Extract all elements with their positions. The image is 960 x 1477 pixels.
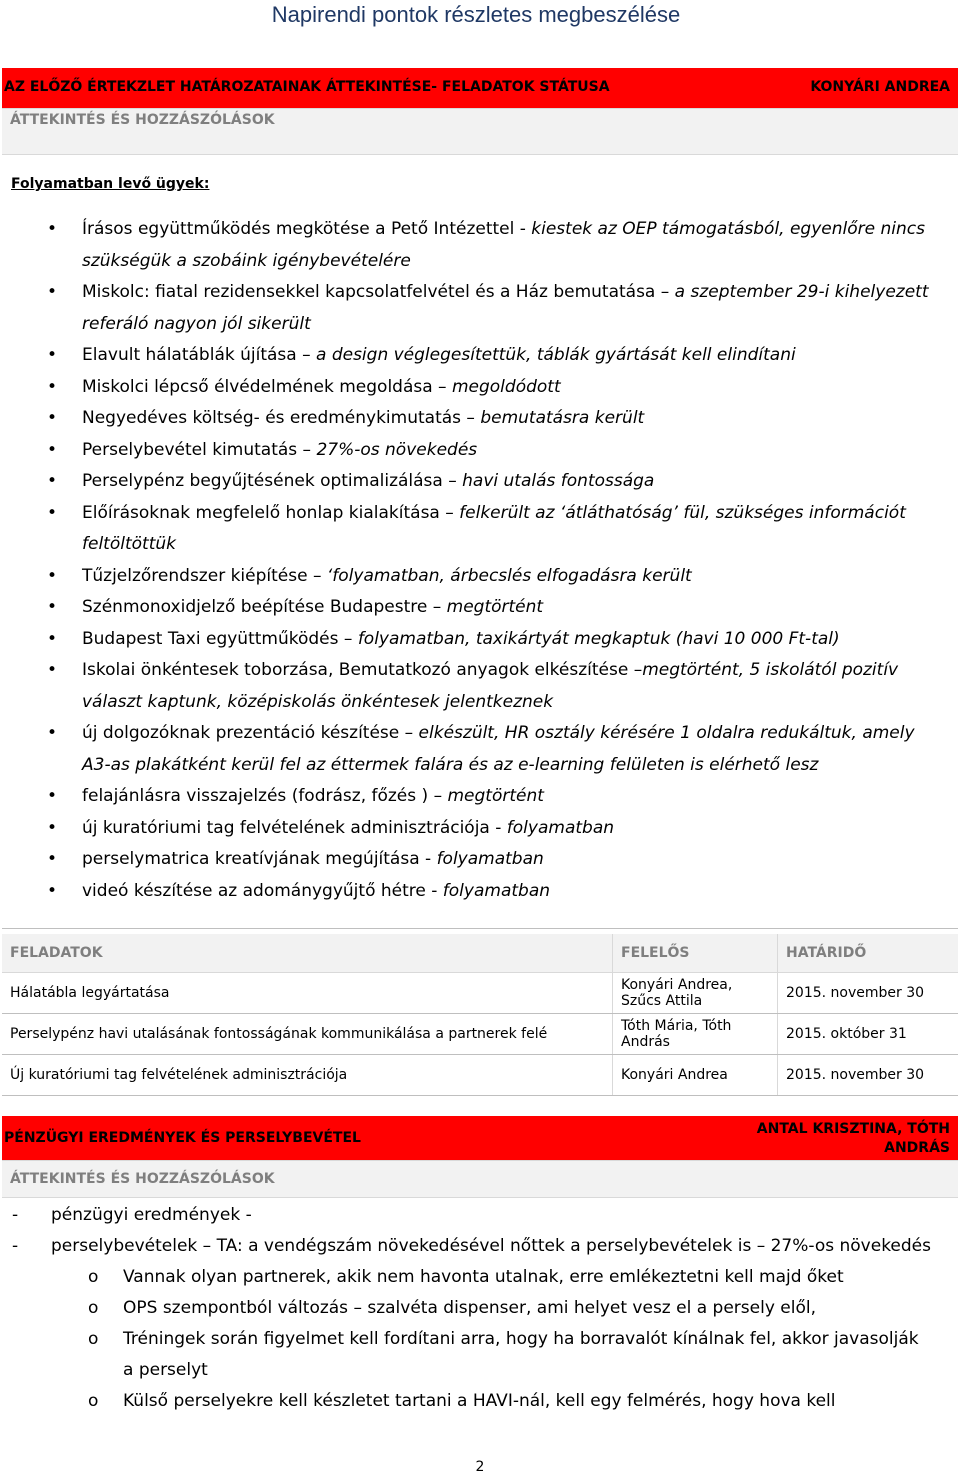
list-item: • Szénmonoxidjelző beépítése Budapestre – megtörtént: [0, 592, 960, 624]
sub-list-item: o OPS szempontból változás – szalvéta dispenser, ami helyet vesz el a persely elől,: [0, 1293, 960, 1324]
list-item: • Iskolai önkéntesek toborzása, Bemutatkozó anyagok elkészítése –megtörtént, 5 iskolától pozitív választ kaptunk, középiskolás önkéntesek jelentkeznek: [0, 655, 960, 718]
list-item: • Miskolci lépcső élvédelmének megoldása – megoldódott: [0, 372, 960, 404]
page-number: 2: [475, 1459, 485, 1475]
table-row: [2, 1055, 958, 1096]
section-subtitle: ÁTTEKINTÉS ÉS HOZZÁSZÓLÁSOK: [10, 1171, 275, 1187]
sub-list-item: o Vannak olyan partnerek, akik nem havonta utalnak, erre emlékeztetni kell majd őket: [0, 1262, 960, 1293]
table-row: [2, 973, 958, 1014]
list-item: • új dolgozóknak prezentáció készítése – elkészült, HR osztály kérésére 1 oldalra redukáltuk, amely A3-as plakátként kerül fel az éttermek falára és az e-learning felületen is elérhető lesz: [0, 718, 960, 781]
list-item: • Írásos együttműködés megkötése a Pető Intézettel - kiestek az OEP támogatásból, egyenlőre nincs szükségük a szobáink igénybevételére: [0, 214, 960, 277]
list-item: • perselymatrica kreatívjának megújítása - folyamatban: [0, 844, 960, 876]
sub-list-item: o Külső perselyekre kell készletet tartani a HAVI-nál, kell egy felmérés, hogy hova kell: [0, 1386, 960, 1417]
section-divider: [2, 928, 958, 929]
section-subheader: [2, 108, 958, 155]
owner-cell: Konyári Andrea, Szűcs Attila: [613, 973, 778, 1014]
column-header-deadline: HATÁRIDŐ: [778, 934, 959, 973]
in-progress-heading: Folyamatban levő ügyek:: [11, 176, 210, 192]
section-title: AZ ELŐZŐ ÉRTEKZLET HATÁROZATAINAK ÁTTEKINTÉSE- FELADATOK STÁTUSA: [4, 79, 610, 95]
list-item: • Negyedéves költség- és eredménykimutatás – bemutatásra került: [0, 403, 960, 435]
list-item: • Budapest Taxi együttműködés – folyamatban, taxikártyát megkaptuk (havi 10 000 Ft-tal): [0, 624, 960, 656]
list-item: • Perselypénz begyűjtésének optimalizálása – havi utalás fontossága: [0, 466, 960, 498]
list-item: • Elavult hálatáblák újítása – a design véglegesítettük, táblák gyártását kell elindítani: [0, 340, 960, 372]
deadline-cell: 2015. november 30: [778, 1055, 959, 1096]
table-header-row: [2, 934, 958, 973]
column-header-task: FELADATOK: [2, 934, 613, 973]
owner-cell: Konyári Andrea: [613, 1055, 778, 1096]
section-subheader: [2, 1160, 958, 1198]
financial-list: [0, 1200, 960, 1417]
sub-list-item: o Tréningek során figyelmet kell fordítani arra, hogy ha borravalót kínálnak fel, akkor javasolják a perselyt: [0, 1324, 960, 1386]
in-progress-list: [0, 214, 960, 907]
section-owner: KONYÁRI ANDREA: [810, 79, 950, 95]
task-cell: Új kuratóriumi tag felvételének adminisztrációja: [2, 1055, 613, 1096]
list-item: • új kuratóriumi tag felvételének adminisztrációja - folyamatban: [0, 813, 960, 845]
column-header-owner: FELELŐS: [613, 934, 778, 973]
owner-cell: Tóth Mária, Tóth András: [613, 1014, 778, 1055]
list-item: • Miskolc: fiatal rezidensekkel kapcsolatfelvétel és a Ház bemutatása – a szeptember 29-i kihelyezett referáló nagyon jól sikerült: [0, 277, 960, 340]
list-item: • felajánlásra visszajelzés (fodrász, főzés ) – megtörtént: [0, 781, 960, 813]
list-item: - perselybevételek – TA: a vendégszám növekedésével nőttek a perselybevételek is – 27%-os növekedés: [0, 1231, 960, 1262]
tasks-table: [2, 934, 958, 1096]
deadline-cell: 2015. november 30: [778, 973, 959, 1014]
deadline-cell: 2015. október 31: [778, 1014, 959, 1055]
table-row: [2, 1014, 958, 1055]
list-item: • Perselybevétel kimutatás – 27%-os növekedés: [0, 435, 960, 467]
list-item: • Előírásoknak megfelelő honlap kialakítása – felkerült az ‘átláthatóság’ fül, szükséges információt feltöltöttük: [0, 498, 960, 561]
list-item: • Tűzjelzőrendszer kiépítése – ‘folyamatban, árbecslés elfogadásra került: [0, 561, 960, 593]
section-subtitle: ÁTTEKINTÉS ÉS HOZZÁSZÓLÁSOK: [10, 112, 275, 128]
task-cell: Hálatábla legyártatása: [2, 973, 613, 1014]
page-title: Napirendi pontok részletes megbeszélése: [271, 2, 681, 27]
list-item: - pénzügyi eredmények -: [0, 1200, 960, 1231]
task-cell: Perselypénz havi utalásának fontosságának kommunikálása a partnerek felé: [2, 1014, 613, 1055]
section-header-bar: [2, 68, 958, 108]
list-item: • videó készítése az adománygyűjtő hétre - folyamatban: [0, 876, 960, 908]
section-header-bar: [2, 1116, 958, 1160]
section-owner: ANTAL KRISZTINA, TÓTH ANDRÁS: [756, 1121, 950, 1156]
section-title: PÉNZÜGYI EREDMÉNYEK ÉS PERSELYBEVÉTEL: [4, 1130, 361, 1146]
